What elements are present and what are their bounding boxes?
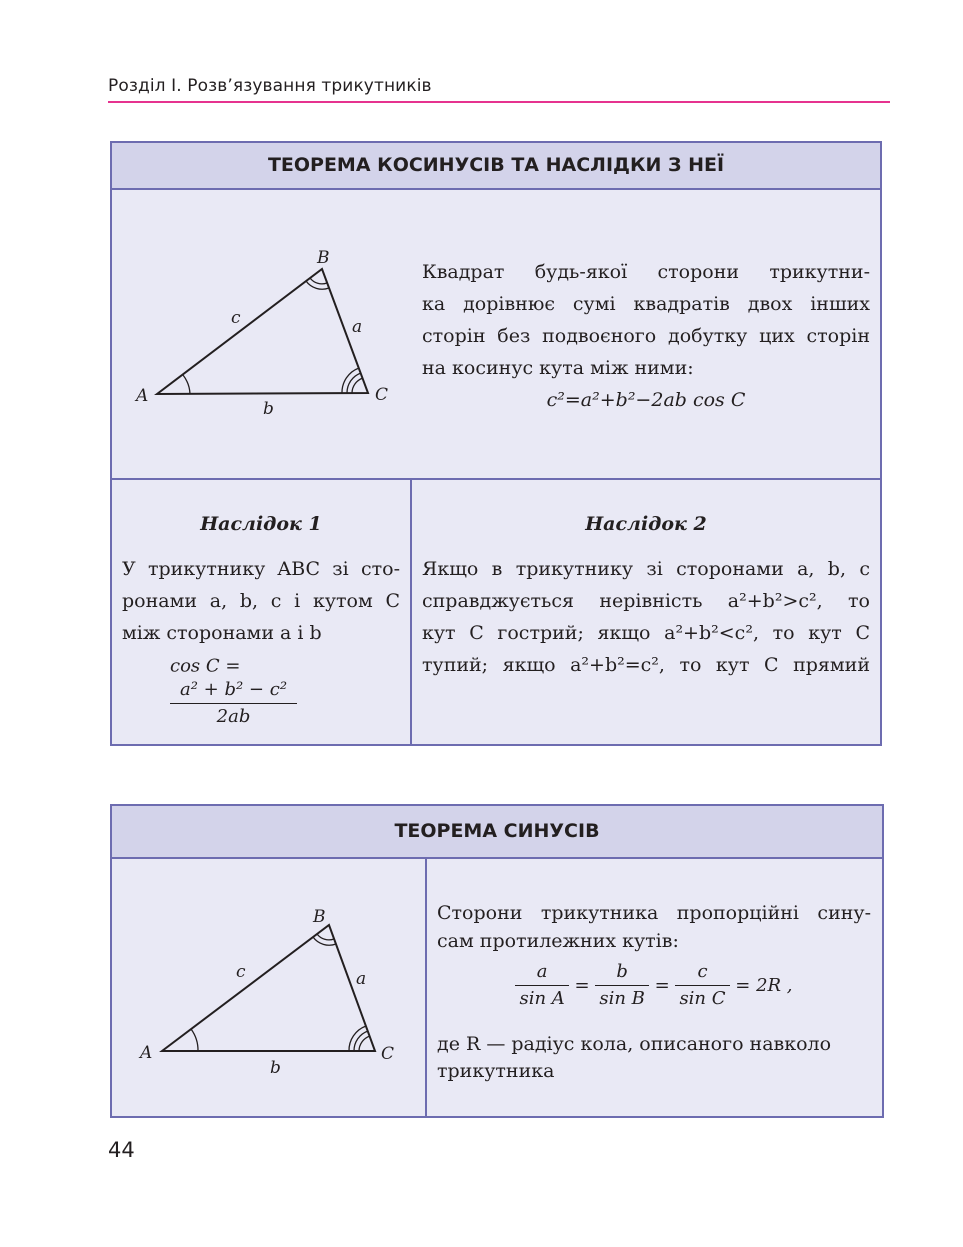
side-label-c: c xyxy=(231,308,241,328)
corollary-2-title: Наслідок 2 xyxy=(585,513,707,535)
side-label-a: a xyxy=(356,969,367,989)
angle-B-arc-1 xyxy=(310,278,327,284)
fraction-numerator: a xyxy=(515,959,568,986)
vertex-label-B: B xyxy=(317,248,330,268)
formula-lhs: cos C = xyxy=(170,655,241,677)
formula-numerator: a² + b² − c² xyxy=(170,677,297,704)
angle-C-arc-1 xyxy=(359,1036,370,1051)
cosine-theorem-formula: c²=a²+b²−2ab cos C xyxy=(546,389,746,411)
page-number: 44 xyxy=(108,1138,135,1162)
cosine-theorem-statement xyxy=(422,256,870,384)
sine-theorem-formula xyxy=(437,959,871,1012)
triangle-outline xyxy=(162,925,375,1051)
side-label-b: b xyxy=(263,399,274,419)
vertex-label-C: C xyxy=(375,385,389,405)
fraction-numerator: b xyxy=(595,959,649,986)
corollary-2-line: тупий; якщо a²+b²=c², то кут C прямий xyxy=(422,654,870,676)
equals-sign: = xyxy=(574,975,590,996)
corollary-1-title: Наслідок 1 xyxy=(200,513,322,535)
side-label-c: c xyxy=(236,962,246,982)
side-label-a: a xyxy=(352,317,363,337)
cosine-theorem-title: ТЕОРЕМА КОСИНУСІВ ТА НАСЛІДКИ З НЕЇ xyxy=(112,143,880,190)
corollary-1-line: між сторонами a і b xyxy=(122,622,322,644)
fraction-denominator: sin A xyxy=(519,988,565,1009)
corollary-2-line: кут C гострий; якщо a²+b²<c², то кут C xyxy=(422,622,870,644)
formula-denominator: 2ab xyxy=(216,705,251,727)
cosine-theorem-box xyxy=(110,141,882,746)
angle-C-arc-2 xyxy=(347,373,361,393)
vertex-label-A: A xyxy=(140,1043,153,1063)
note-line: трикутника xyxy=(437,1060,555,1082)
sine-theorem-statement xyxy=(437,897,871,953)
corollary-2-line: справджується нерівність a²+b²>c², то xyxy=(422,590,870,612)
fraction-a-sinA xyxy=(515,959,568,1012)
corollary-1-line: У трикутнику ABC зі сто- xyxy=(122,558,400,580)
angle-A-arc xyxy=(183,375,190,394)
vertex-label-B: B xyxy=(313,907,326,927)
fraction-numerator: c xyxy=(675,959,729,986)
vertex-label-A: A xyxy=(136,386,149,406)
equals-sign: = xyxy=(654,975,670,996)
sine-theorem-note xyxy=(437,1028,871,1082)
statement-line: сам протилежних кутів: xyxy=(437,930,679,952)
sine-triangle-diagram xyxy=(132,901,412,1081)
triangle-outline xyxy=(157,269,368,394)
side-label-b: b xyxy=(270,1058,281,1078)
corollary-2-line: Якщо в трикутнику зі сторонами a, b, c xyxy=(422,558,870,580)
formula-fraction xyxy=(170,677,297,730)
sine-box-divider xyxy=(425,859,427,1116)
angle-C-arc-1 xyxy=(352,378,363,393)
sine-theorem-box xyxy=(110,804,884,1118)
angle-B-arc-2 xyxy=(306,281,329,289)
cosine-triangle-diagram xyxy=(130,243,410,433)
fraction-denominator: sin C xyxy=(679,988,726,1009)
angle-A-arc xyxy=(191,1029,198,1051)
fraction-c-sinC xyxy=(675,959,729,1012)
corollary-2-text xyxy=(422,553,870,681)
angle-B-arc-1 xyxy=(317,934,334,940)
statement-line: на косинус кута між ними: xyxy=(422,357,694,379)
vertex-label-C: C xyxy=(381,1044,395,1064)
statement-line: Сторони трикутника пропорційні сину- xyxy=(437,902,871,924)
header-divider xyxy=(108,101,890,103)
running-header: Розділ I. Розв’язування трикутників xyxy=(108,76,432,96)
corollary-1-line: ронами a, b, c і кутом C xyxy=(122,590,400,612)
statement-line: Квадрат будь-якої сторони трикутни- xyxy=(422,261,870,283)
note-line: де R — радіус кола, описаного навколо xyxy=(437,1033,832,1055)
sine-theorem-title: ТЕОРЕМА СИНУСІВ xyxy=(112,806,882,859)
corollary-1-text xyxy=(122,553,400,649)
fraction-b-sinB xyxy=(595,959,649,1012)
formula-result: = 2R , xyxy=(735,975,793,996)
angle-B-arc-2 xyxy=(313,937,336,945)
angle-C-arc-2 xyxy=(354,1031,368,1051)
statement-line: сторін без подвоєного добутку цих сторін xyxy=(422,325,870,347)
corollary-1-formula xyxy=(170,655,370,730)
cosine-box-divider xyxy=(112,478,880,480)
fraction-denominator: sin B xyxy=(599,988,645,1009)
statement-line: ка дорівнює сумі квадратів двох інших xyxy=(422,293,870,315)
